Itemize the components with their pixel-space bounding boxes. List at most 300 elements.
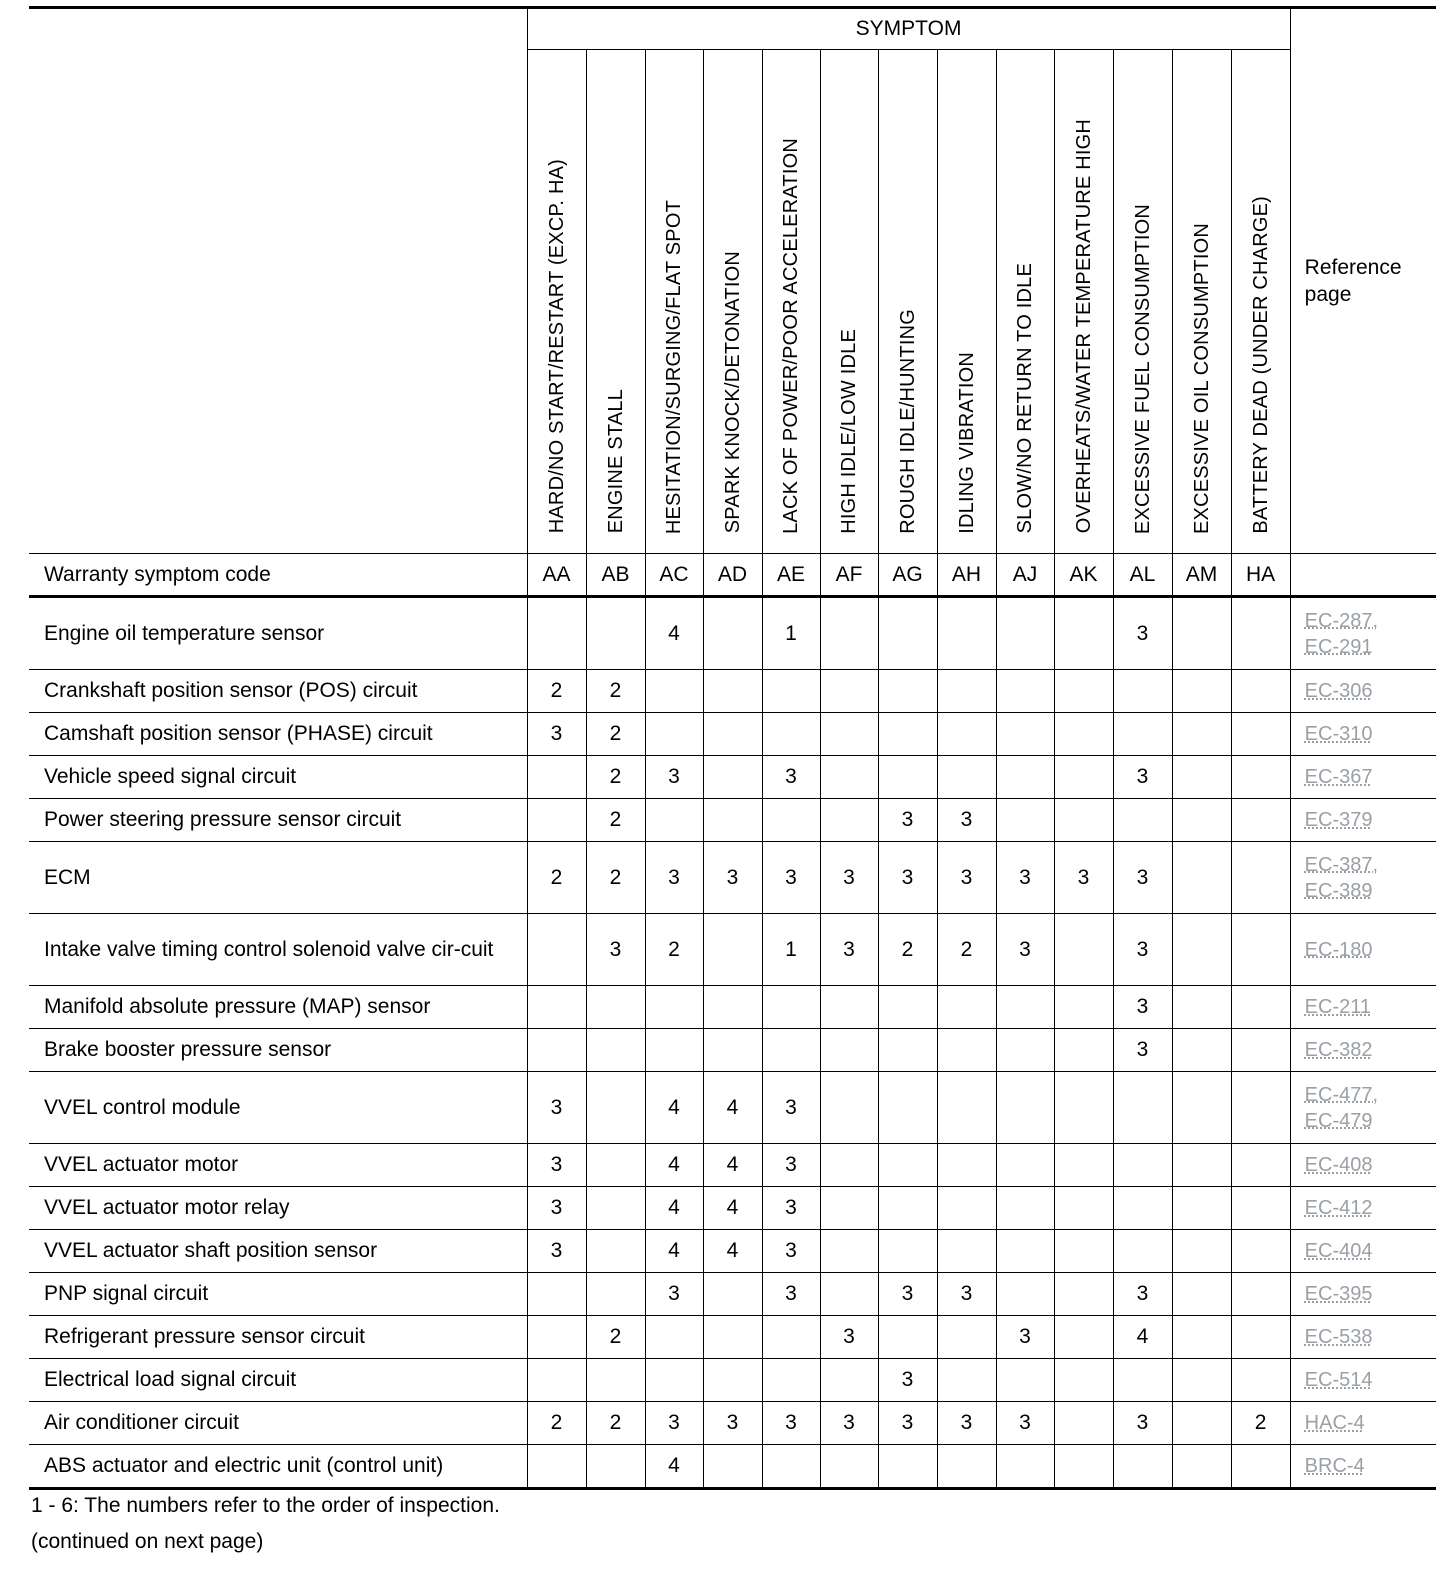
inspection-order-cell: 3 — [762, 1072, 820, 1144]
inspection-order-cell: 3 — [1113, 1029, 1172, 1072]
inspection-order-cell: 3 — [762, 842, 820, 914]
inspection-order-cell — [1172, 597, 1231, 670]
inspection-order-cell — [1231, 799, 1290, 842]
reference-cell — [1290, 713, 1436, 756]
inspection-order-cell — [703, 1445, 762, 1489]
inspection-order-cell — [820, 1445, 878, 1489]
warranty-code: AH — [937, 554, 996, 597]
inspection-order-cell — [996, 1029, 1054, 1072]
inspection-order-cell — [703, 914, 762, 986]
inspection-order-cell: 3 — [996, 1402, 1054, 1445]
warranty-ref-blank — [1290, 554, 1436, 597]
inspection-order-cell — [1231, 1144, 1290, 1187]
inspection-order-cell — [1172, 1144, 1231, 1187]
reference-link[interactable]: EC-291 — [1304, 635, 1373, 658]
inspection-order-cell — [878, 713, 937, 756]
inspection-order-cell — [703, 1359, 762, 1402]
reference-cell — [1290, 1187, 1436, 1230]
warranty-code: AJ — [996, 554, 1054, 597]
symptom-column-title — [1231, 50, 1290, 554]
component-label: Crankshaft position sensor (POS) circuit — [29, 670, 527, 713]
inspection-order-cell — [1172, 1445, 1231, 1489]
inspection-order-cell — [586, 1072, 645, 1144]
inspection-order-cell — [645, 799, 703, 842]
table-row — [29, 597, 1436, 670]
inspection-order-cell: 3 — [645, 842, 703, 914]
reference-link[interactable]: EC-412 — [1304, 1197, 1373, 1219]
inspection-order-cell — [1172, 1187, 1231, 1230]
inspection-order-cell — [1231, 1029, 1290, 1072]
inspection-order-cell: 3 — [527, 1187, 586, 1230]
inspection-order-cell — [820, 1029, 878, 1072]
table-row — [29, 914, 1436, 986]
inspection-order-cell — [878, 1072, 937, 1144]
inspection-order-cell — [1054, 1230, 1113, 1273]
inspection-order-cell: 3 — [586, 914, 645, 986]
reference-link[interactable]: EC-514 — [1304, 1369, 1373, 1391]
header-blank-cell — [29, 8, 527, 554]
reference-cell — [1290, 1273, 1436, 1316]
inspection-order-cell — [820, 1230, 878, 1273]
inspection-order-cell: 3 — [878, 799, 937, 842]
inspection-order-cell: 2 — [645, 914, 703, 986]
inspection-order-cell — [996, 1359, 1054, 1402]
inspection-order-cell — [1113, 713, 1172, 756]
inspection-order-cell: 2 — [1231, 1402, 1290, 1445]
component-label: ABS actuator and electric unit (control unit) — [29, 1445, 527, 1489]
component-label: Electrical load signal circuit — [29, 1359, 527, 1402]
inspection-order-cell: 3 — [645, 1402, 703, 1445]
inspection-order-cell — [527, 1316, 586, 1359]
inspection-order-cell — [586, 1187, 645, 1230]
symptom-header: SYMPTOM — [527, 8, 1290, 50]
inspection-order-cell — [645, 986, 703, 1029]
inspection-order-cell — [996, 756, 1054, 799]
table-body — [29, 597, 1436, 1489]
inspection-order-cell — [1113, 1230, 1172, 1273]
inspection-order-cell — [527, 597, 586, 670]
reference-page-header: Reference page — [1290, 8, 1436, 554]
warranty-code: AL — [1113, 554, 1172, 597]
reference-link[interactable]: EC-389 — [1304, 879, 1373, 902]
inspection-order-cell — [996, 670, 1054, 713]
inspection-order-cell — [1231, 1273, 1290, 1316]
inspection-order-cell — [878, 756, 937, 799]
reference-cell — [1290, 597, 1436, 670]
inspection-order-cell — [645, 713, 703, 756]
inspection-order-cell: 2 — [586, 842, 645, 914]
inspection-order-cell — [1054, 1029, 1113, 1072]
inspection-order-cell — [996, 713, 1054, 756]
inspection-order-cell: 3 — [1113, 842, 1172, 914]
inspection-order-cell — [1113, 799, 1172, 842]
reference-link[interactable]: HAC-4 — [1304, 1412, 1365, 1434]
inspection-order-cell: 2 — [937, 914, 996, 986]
inspection-order-cell — [762, 1029, 820, 1072]
inspection-order-cell — [1113, 1359, 1172, 1402]
inspection-order-cell — [937, 1029, 996, 1072]
inspection-order-cell: 3 — [996, 1316, 1054, 1359]
inspection-order-cell — [820, 756, 878, 799]
reference-cell — [1290, 914, 1436, 986]
component-label: Manifold absolute pressure (MAP) sensor — [29, 986, 527, 1029]
inspection-order-cell — [1172, 1072, 1231, 1144]
inspection-order-cell — [1054, 713, 1113, 756]
inspection-order-cell — [703, 756, 762, 799]
reference-cell — [1290, 1316, 1436, 1359]
inspection-order-cell — [762, 1445, 820, 1489]
symptom-column-title — [586, 50, 645, 554]
inspection-order-cell: 4 — [703, 1187, 762, 1230]
inspection-order-cell — [937, 1230, 996, 1273]
symptom-table — [29, 6, 1436, 1490]
warranty-code: AC — [645, 554, 703, 597]
component-label: Refrigerant pressure sensor circuit — [29, 1316, 527, 1359]
inspection-order-cell: 4 — [645, 1144, 703, 1187]
inspection-order-cell — [527, 1445, 586, 1489]
symptom-title-text: LACK OF POWER/POOR ACCELERATION — [780, 137, 802, 534]
component-label: Engine oil temperature sensor — [29, 597, 527, 670]
inspection-order-cell: 3 — [645, 1273, 703, 1316]
warranty-code: AE — [762, 554, 820, 597]
inspection-order-cell: 4 — [645, 597, 703, 670]
inspection-order-cell: 4 — [645, 1072, 703, 1144]
inspection-order-cell — [878, 1230, 937, 1273]
inspection-order-cell: 3 — [645, 756, 703, 799]
inspection-order-cell: 2 — [527, 1402, 586, 1445]
inspection-order-cell — [527, 914, 586, 986]
reference-link[interactable]: EC-387, — [1304, 853, 1379, 876]
inspection-order-cell: 3 — [820, 1316, 878, 1359]
table-row — [29, 1029, 1436, 1072]
inspection-order-cell — [820, 1072, 878, 1144]
inspection-order-cell: 3 — [937, 799, 996, 842]
inspection-order-cell — [820, 713, 878, 756]
inspection-order-cell — [586, 1445, 645, 1489]
inspection-order-cell — [996, 1445, 1054, 1489]
inspection-order-cell — [586, 986, 645, 1029]
inspection-order-cell — [996, 1144, 1054, 1187]
inspection-order-cell — [1231, 1316, 1290, 1359]
table-row — [29, 713, 1436, 756]
inspection-order-cell — [586, 1029, 645, 1072]
inspection-order-cell — [527, 756, 586, 799]
inspection-order-cell — [1172, 756, 1231, 799]
inspection-order-cell: 2 — [878, 914, 937, 986]
inspection-order-note: 1 - 6: The numbers refer to the order of inspection. — [31, 1494, 500, 1517]
inspection-order-cell — [703, 713, 762, 756]
inspection-order-cell — [1172, 1316, 1231, 1359]
reference-cell — [1290, 1359, 1436, 1402]
reference-cell — [1290, 1029, 1436, 1072]
inspection-order-cell — [937, 1359, 996, 1402]
inspection-order-cell — [1231, 1072, 1290, 1144]
reference-link[interactable]: BRC-4 — [1304, 1455, 1365, 1477]
symptom-title-text: SLOW/NO RETURN TO IDLE — [1014, 263, 1036, 534]
inspection-order-cell — [762, 1316, 820, 1359]
inspection-order-cell — [820, 1359, 878, 1402]
reference-link[interactable]: EC-404 — [1304, 1240, 1373, 1262]
inspection-order-cell — [878, 1445, 937, 1489]
table-row — [29, 1445, 1436, 1489]
inspection-order-cell: 1 — [762, 597, 820, 670]
inspection-order-cell: 3 — [1113, 756, 1172, 799]
inspection-order-cell — [703, 1029, 762, 1072]
component-label: VVEL actuator motor — [29, 1144, 527, 1187]
inspection-order-cell — [996, 799, 1054, 842]
inspection-order-cell — [1231, 670, 1290, 713]
inspection-order-cell — [1054, 914, 1113, 986]
inspection-order-cell — [703, 1273, 762, 1316]
reference-link[interactable]: EC-180 — [1304, 938, 1373, 961]
reference-link[interactable]: EC-408 — [1304, 1154, 1373, 1176]
inspection-order-cell — [1231, 1445, 1290, 1489]
inspection-order-cell — [1231, 842, 1290, 914]
table-row — [29, 799, 1436, 842]
reference-link[interactable]: EC-479 — [1304, 1109, 1373, 1132]
inspection-order-cell — [1054, 799, 1113, 842]
warranty-code: AB — [586, 554, 645, 597]
inspection-order-cell — [1231, 1187, 1290, 1230]
reference-cell — [1290, 670, 1436, 713]
inspection-order-cell — [820, 1187, 878, 1230]
warranty-code: HA — [1231, 554, 1290, 597]
inspection-order-cell — [937, 1072, 996, 1144]
inspection-order-cell — [1231, 756, 1290, 799]
table-row — [29, 1230, 1436, 1273]
inspection-order-cell: 1 — [762, 914, 820, 986]
inspection-order-cell — [703, 597, 762, 670]
inspection-order-cell — [996, 1187, 1054, 1230]
table-row — [29, 756, 1436, 799]
inspection-order-cell: 4 — [645, 1187, 703, 1230]
inspection-order-cell — [1054, 1273, 1113, 1316]
inspection-order-cell — [1054, 1187, 1113, 1230]
inspection-order-cell: 3 — [527, 713, 586, 756]
inspection-order-cell: 3 — [762, 1144, 820, 1187]
inspection-order-cell — [1172, 1273, 1231, 1316]
inspection-order-cell: 3 — [878, 1273, 937, 1316]
inspection-order-cell — [527, 799, 586, 842]
symptom-title-text: EXCESSIVE FUEL CONSUMPTION — [1131, 203, 1154, 534]
inspection-order-cell: 3 — [878, 1359, 937, 1402]
table-row — [29, 1402, 1436, 1445]
inspection-order-cell: 2 — [586, 1316, 645, 1359]
inspection-order-cell — [878, 1316, 937, 1359]
inspection-order-cell — [937, 1187, 996, 1230]
inspection-order-cell — [1231, 1359, 1290, 1402]
inspection-order-cell — [1231, 713, 1290, 756]
inspection-order-cell — [1172, 1359, 1231, 1402]
inspection-order-cell — [937, 713, 996, 756]
inspection-order-cell — [1054, 1316, 1113, 1359]
inspection-order-cell — [1113, 1445, 1172, 1489]
symptom-column-title — [878, 50, 937, 554]
reference-cell — [1290, 986, 1436, 1029]
inspection-order-cell — [527, 1029, 586, 1072]
inspection-order-cell — [645, 1316, 703, 1359]
reference-cell — [1290, 1402, 1436, 1445]
inspection-order-cell: 4 — [703, 1230, 762, 1273]
inspection-order-cell — [527, 986, 586, 1029]
symptom-column-title — [762, 50, 820, 554]
reference-link[interactable]: EC-477, — [1304, 1083, 1379, 1106]
inspection-order-cell — [820, 986, 878, 1029]
inspection-order-cell: 3 — [762, 1402, 820, 1445]
warranty-code: AF — [820, 554, 878, 597]
inspection-order-cell — [996, 1072, 1054, 1144]
reference-link[interactable]: EC-538 — [1304, 1326, 1373, 1348]
symptom-title-text: HARD/NO START/RESTART (EXCP. HA) — [545, 159, 568, 534]
component-label: Intake valve timing control solenoid valve cir-cuit — [29, 914, 527, 986]
inspection-order-cell: 3 — [1113, 1402, 1172, 1445]
component-label: VVEL control module — [29, 1072, 527, 1144]
inspection-order-cell: 3 — [878, 842, 937, 914]
reference-link[interactable]: EC-395 — [1304, 1283, 1373, 1305]
inspection-order-cell — [937, 986, 996, 1029]
component-label: PNP signal circuit — [29, 1273, 527, 1316]
inspection-order-cell — [1054, 986, 1113, 1029]
inspection-order-cell: 4 — [645, 1230, 703, 1273]
inspection-order-cell — [1113, 1072, 1172, 1144]
reference-link[interactable]: EC-379 — [1304, 809, 1373, 831]
component-label: VVEL actuator shaft position sensor — [29, 1230, 527, 1273]
reference-cell — [1290, 1072, 1436, 1144]
warranty-code-row — [29, 554, 1436, 597]
inspection-order-cell — [703, 670, 762, 713]
component-label: Vehicle speed signal circuit — [29, 756, 527, 799]
inspection-order-cell: 3 — [527, 1230, 586, 1273]
warranty-code: AK — [1054, 554, 1113, 597]
inspection-order-cell: 4 — [703, 1144, 762, 1187]
inspection-order-cell — [1172, 1402, 1231, 1445]
reference-link[interactable]: EC-310 — [1304, 723, 1373, 745]
inspection-order-cell — [1054, 1144, 1113, 1187]
reference-cell — [1290, 1230, 1436, 1273]
reference-cell — [1290, 1144, 1436, 1187]
inspection-order-cell — [996, 1230, 1054, 1273]
inspection-order-cell — [820, 670, 878, 713]
table-row — [29, 1072, 1436, 1144]
warranty-code-label: Warranty symptom code — [29, 554, 527, 597]
symptom-column-title — [527, 50, 586, 554]
component-label: VVEL actuator motor relay — [29, 1187, 527, 1230]
component-label: Power steering pressure sensor circuit — [29, 799, 527, 842]
inspection-order-cell — [1231, 1230, 1290, 1273]
inspection-order-cell — [878, 1144, 937, 1187]
inspection-order-cell — [1231, 597, 1290, 670]
inspection-order-cell — [1054, 670, 1113, 713]
warranty-code: AD — [703, 554, 762, 597]
inspection-order-cell: 2 — [586, 799, 645, 842]
inspection-order-cell — [878, 986, 937, 1029]
inspection-order-cell: 3 — [1113, 914, 1172, 986]
table-row — [29, 986, 1436, 1029]
inspection-order-cell: 4 — [1113, 1316, 1172, 1359]
inspection-order-cell — [1113, 1187, 1172, 1230]
inspection-order-cell — [878, 670, 937, 713]
inspection-order-cell: 4 — [645, 1445, 703, 1489]
inspection-order-cell: 4 — [703, 1072, 762, 1144]
component-label: Air conditioner circuit — [29, 1402, 527, 1445]
reference-link[interactable]: EC-382 — [1304, 1039, 1373, 1061]
symptom-title-text: ROUGH IDLE/HUNTING — [896, 308, 919, 534]
warranty-code: AA — [527, 554, 586, 597]
inspection-order-cell — [703, 799, 762, 842]
inspection-order-cell — [820, 799, 878, 842]
inspection-order-cell — [1172, 670, 1231, 713]
inspection-order-cell: 3 — [762, 756, 820, 799]
inspection-order-cell — [1172, 799, 1231, 842]
inspection-order-cell: 3 — [1054, 842, 1113, 914]
inspection-order-cell — [762, 986, 820, 1029]
inspection-order-cell — [878, 597, 937, 670]
inspection-order-cell — [937, 597, 996, 670]
inspection-order-cell — [937, 1144, 996, 1187]
inspection-order-cell: 3 — [703, 842, 762, 914]
table-row — [29, 842, 1436, 914]
table-row — [29, 1144, 1436, 1187]
symptom-title-text: IDLING VIBRATION — [955, 351, 978, 534]
symptom-title-text: SPARK KNOCK/DETONATION — [721, 251, 744, 534]
inspection-order-cell: 2 — [527, 670, 586, 713]
inspection-order-cell — [1054, 1072, 1113, 1144]
inspection-order-cell — [996, 597, 1054, 670]
warranty-code: AG — [878, 554, 937, 597]
inspection-order-cell: 3 — [703, 1402, 762, 1445]
inspection-order-cell — [820, 1144, 878, 1187]
inspection-order-cell — [1054, 1402, 1113, 1445]
table-row — [29, 1316, 1436, 1359]
inspection-order-cell — [645, 1359, 703, 1402]
inspection-order-cell: 3 — [937, 842, 996, 914]
component-label: Camshaft position sensor (PHASE) circuit — [29, 713, 527, 756]
inspection-order-cell — [937, 756, 996, 799]
inspection-order-cell: 3 — [820, 914, 878, 986]
inspection-order-cell — [1054, 1445, 1113, 1489]
inspection-order-cell: 2 — [586, 670, 645, 713]
inspection-order-cell — [1231, 914, 1290, 986]
inspection-order-cell — [937, 1445, 996, 1489]
inspection-order-cell — [527, 1273, 586, 1316]
symptom-column-title — [937, 50, 996, 554]
inspection-order-cell — [645, 670, 703, 713]
inspection-order-cell — [586, 1273, 645, 1316]
inspection-order-cell: 3 — [1113, 597, 1172, 670]
inspection-order-cell — [762, 799, 820, 842]
inspection-order-cell: 3 — [1113, 1273, 1172, 1316]
reference-link[interactable]: EC-367 — [1304, 766, 1373, 788]
table-row — [29, 1273, 1436, 1316]
reference-link[interactable]: EC-211 — [1304, 996, 1371, 1018]
symptom-title-text: HIGH IDLE/LOW IDLE — [838, 328, 860, 534]
symptom-column-title — [645, 50, 703, 554]
inspection-order-cell — [762, 713, 820, 756]
inspection-order-cell — [1231, 986, 1290, 1029]
inspection-order-cell — [645, 1029, 703, 1072]
reference-link[interactable]: EC-306 — [1304, 680, 1373, 702]
reference-link[interactable]: EC-287, — [1304, 609, 1379, 632]
inspection-order-cell — [1113, 670, 1172, 713]
inspection-order-cell — [1054, 597, 1113, 670]
inspection-order-cell — [878, 1187, 937, 1230]
symptom-column-title — [820, 50, 878, 554]
symptom-title-text: ENGINE STALL — [604, 389, 627, 534]
inspection-order-cell — [1054, 756, 1113, 799]
symptom-title-text: HESITATION/SURGING/FLAT SPOT — [663, 199, 685, 534]
symptom-column-title — [1054, 50, 1113, 554]
inspection-order-cell: 3 — [762, 1273, 820, 1316]
